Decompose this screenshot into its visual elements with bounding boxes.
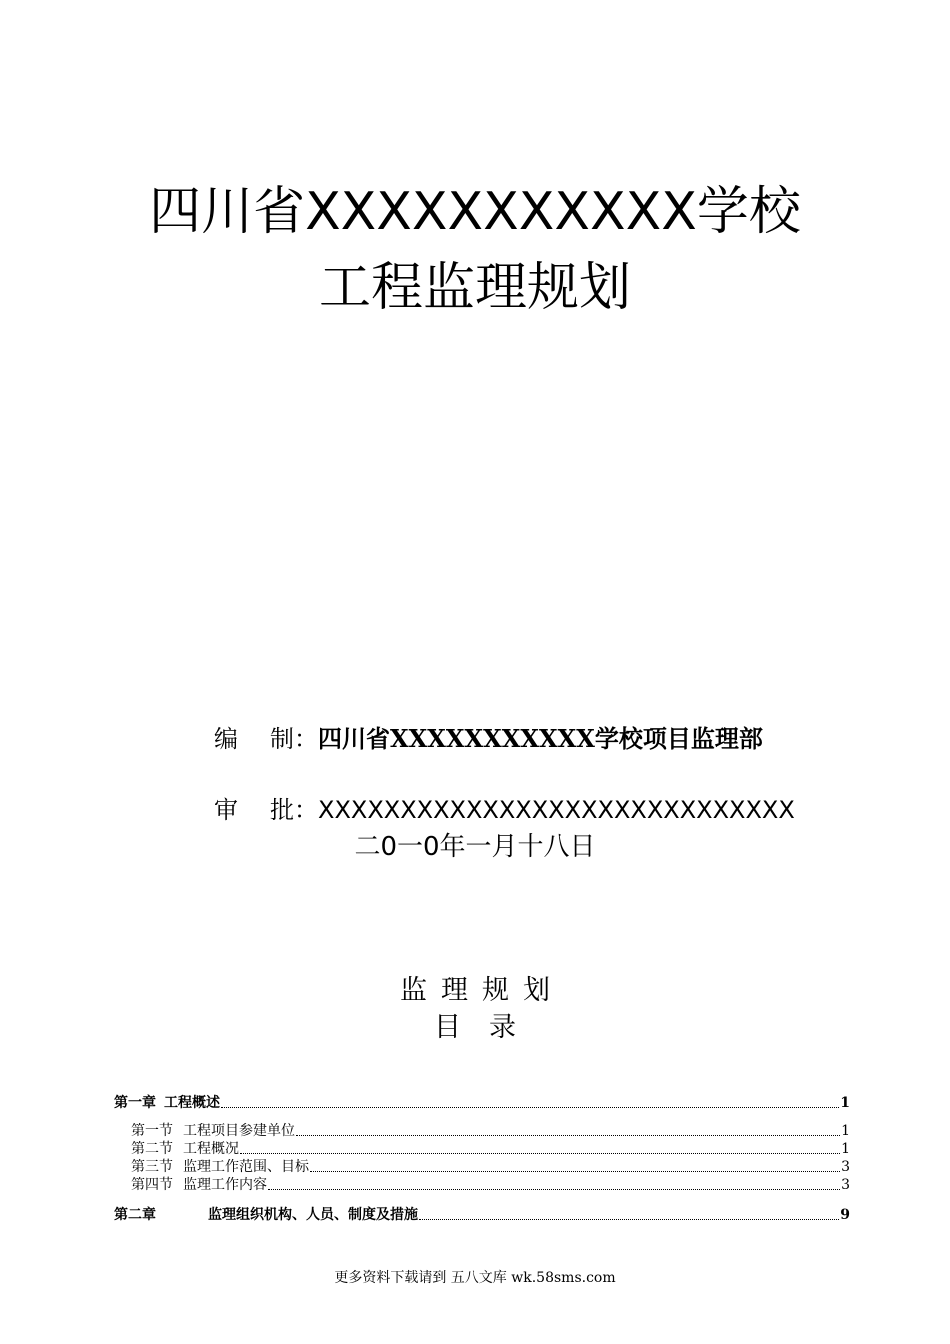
toc-chapter-1[interactable]	[114, 1096, 850, 1110]
toc-section-1-4[interactable]	[131, 1178, 850, 1192]
toc-section-page: 1	[841, 1123, 850, 1139]
toc-section-page: 3	[841, 1159, 850, 1175]
toc-section-number: 第四节	[131, 1177, 173, 1193]
toc-leader-dots	[240, 1143, 840, 1154]
approver-label	[214, 798, 318, 822]
toc-heading-contents: 目录	[434, 1012, 544, 1043]
toc-section-number: 第二节	[131, 1141, 173, 1157]
toc-leader-dots	[221, 1097, 839, 1108]
approver-label-b: 批：	[270, 796, 318, 824]
toc-section-title: 工程项目参建单位	[183, 1123, 295, 1139]
toc-section-page: 3	[841, 1177, 850, 1193]
toc-section-title: 监理工作范围、目标	[183, 1159, 309, 1175]
document-date: 二0一0年一月十八日	[354, 832, 596, 862]
toc-leader-dots	[419, 1209, 839, 1220]
toc-section-number: 第一节	[131, 1123, 173, 1139]
approver-value: XXXXXXXXXXXXXXXXXXXXXXXXXXXXX	[318, 796, 795, 824]
toc-chapter-number: 第一章	[114, 1095, 156, 1111]
toc-chapter-number: 第二章	[114, 1207, 156, 1223]
toc-leader-dots	[268, 1179, 840, 1190]
toc-section-title: 工程概况	[183, 1141, 239, 1157]
toc-chapter-title: 监理组织机构、人员、制度及措施	[208, 1207, 418, 1223]
toc-section-1-3[interactable]	[131, 1160, 850, 1174]
compiler-label-b: 制：	[270, 725, 318, 753]
toc-chapter-page: 9	[840, 1207, 850, 1223]
compiler-field	[214, 724, 763, 753]
toc-section-number: 第三节	[131, 1159, 173, 1175]
page-footer: 更多资料下载请到 五八文库 wk.58sms.com	[334, 1270, 616, 1286]
toc-chapter-2[interactable]	[114, 1208, 850, 1222]
compiler-value: 四川省XXXXXXXXXXX学校项目监理部	[318, 724, 763, 753]
toc-section-title: 监理工作内容	[183, 1177, 267, 1193]
approver-field	[214, 798, 795, 822]
toc-chapter-page: 1	[840, 1095, 850, 1111]
toc-section-1-1[interactable]	[131, 1124, 850, 1138]
toc-chapter-title: 工程概述	[164, 1095, 220, 1111]
document-title-line-1: 四川省XXXXXXXXXXX学校	[149, 182, 801, 242]
compiler-label-a: 编	[214, 725, 238, 753]
toc-leader-dots	[296, 1125, 840, 1136]
toc-heading-plan: 监理规划	[400, 975, 564, 1006]
compiler-label	[214, 727, 318, 751]
toc-section-1-2[interactable]	[131, 1142, 850, 1156]
toc-section-page: 1	[841, 1141, 850, 1157]
approver-label-a: 审	[214, 796, 238, 824]
toc-leader-dots	[310, 1161, 840, 1172]
document-title-line-2: 工程监理规划	[318, 258, 631, 318]
